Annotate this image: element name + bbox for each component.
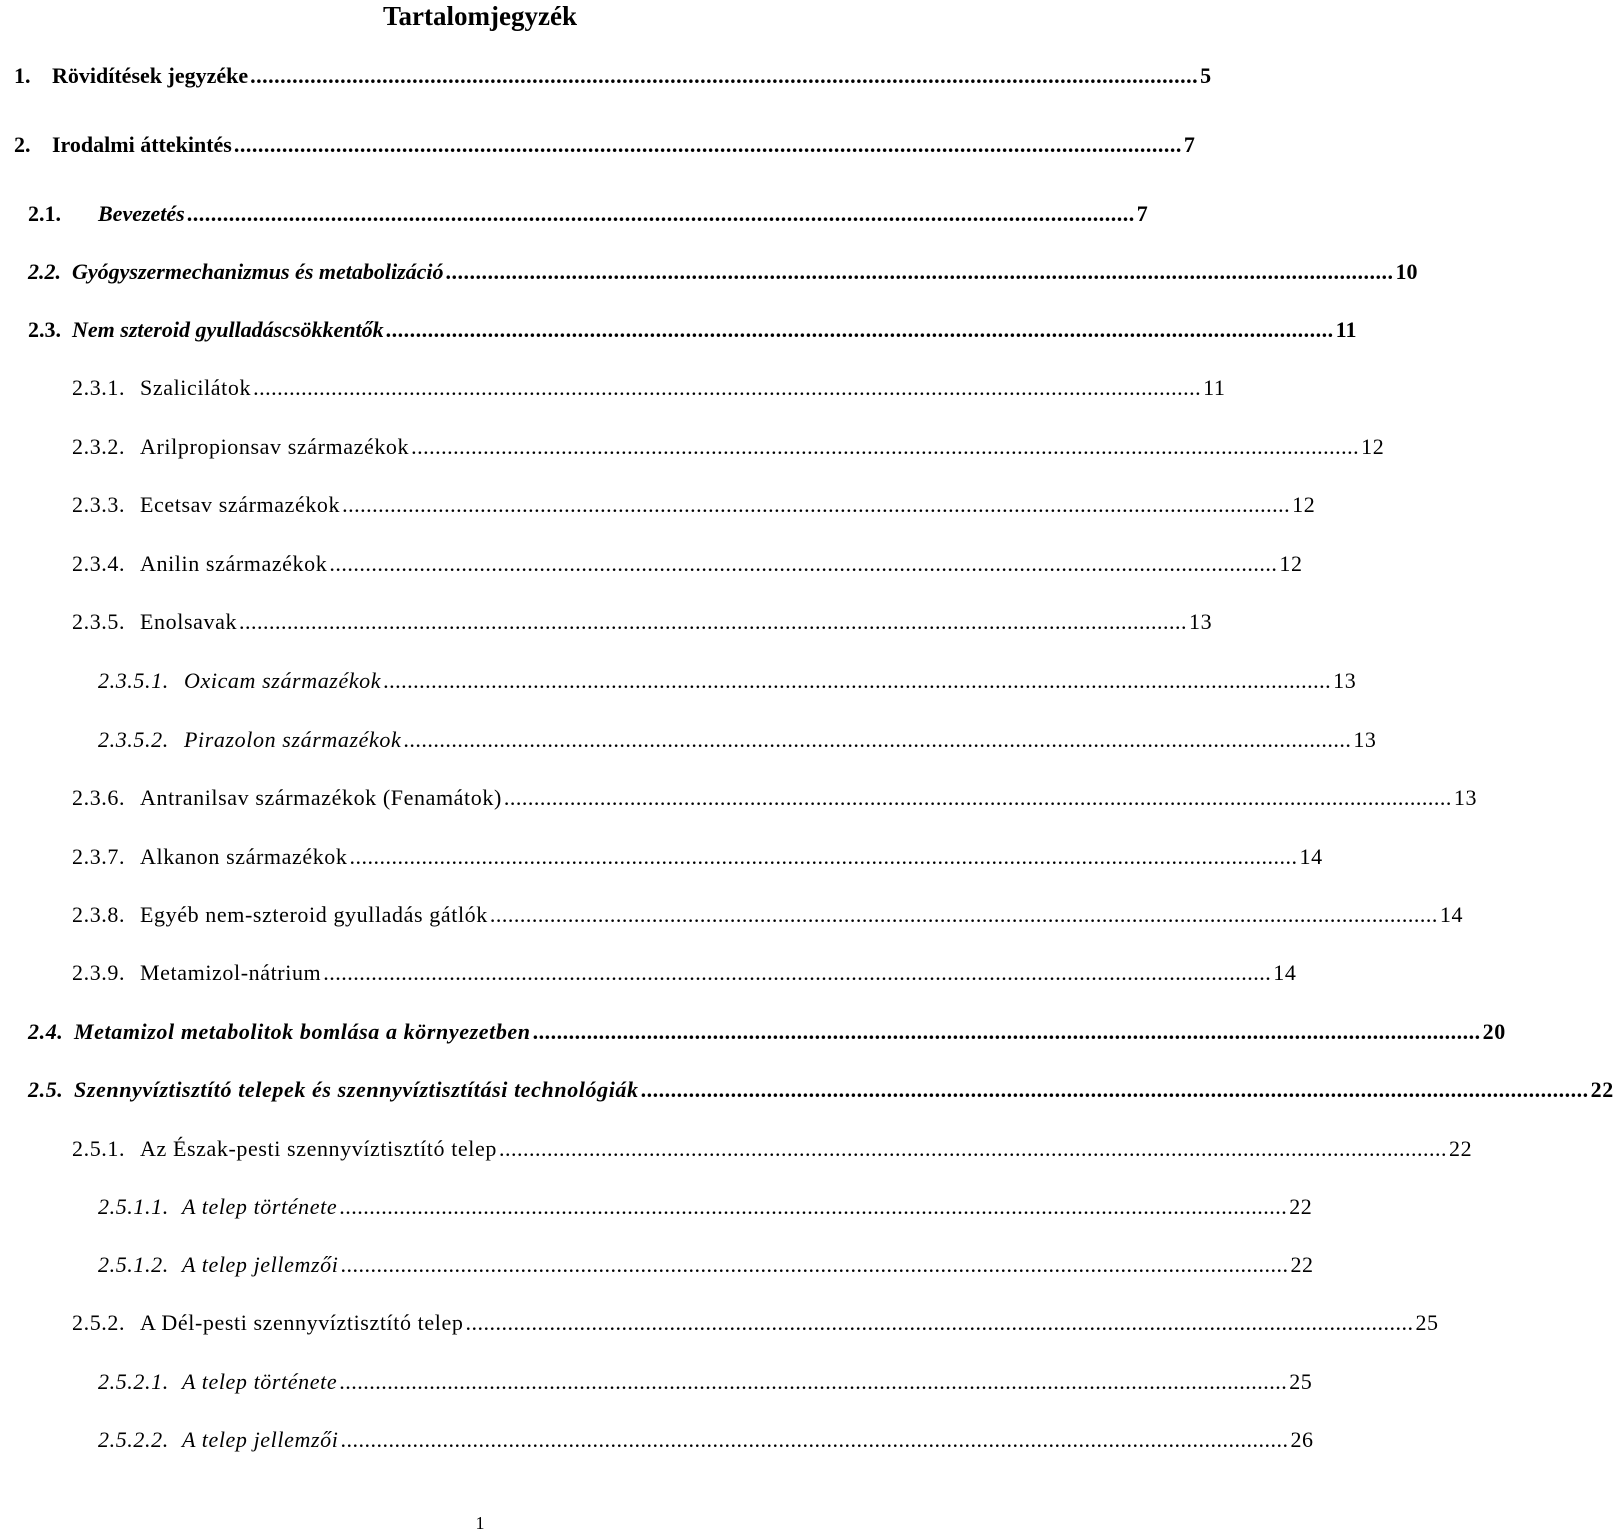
toc-number: 2.5.2. bbox=[72, 1310, 126, 1335]
toc-page: 12 bbox=[1361, 434, 1385, 459]
toc-number: 2.3.4. bbox=[72, 551, 126, 576]
toc-leader: .............................................................................................................................................................. bbox=[383, 668, 1332, 693]
toc-leader: .............................................................................................................................................................. bbox=[342, 492, 1291, 517]
toc-label: A telep jellemzői bbox=[182, 1252, 339, 1277]
toc-entry-2-3-1[interactable] bbox=[72, 371, 1226, 401]
toc-entry-2-1[interactable] bbox=[28, 197, 1148, 227]
toc-page: 22 bbox=[1290, 1252, 1314, 1277]
toc-entry-2-3-8[interactable] bbox=[72, 898, 1464, 928]
toc-number: 2.1. bbox=[28, 201, 61, 226]
toc-number: 2.3.5. bbox=[72, 609, 126, 634]
toc-entry-2-5-1[interactable] bbox=[72, 1132, 1473, 1162]
toc-label: Rövidítések jegyzéke bbox=[52, 63, 249, 88]
toc-label: Gyógyszermechanizmus és metabolizáció bbox=[72, 259, 444, 284]
toc-leader: .............................................................................................................................................................. bbox=[403, 727, 1352, 752]
toc-page: 13 bbox=[1333, 668, 1357, 693]
toc-leader: .............................................................................................................................................................. bbox=[349, 844, 1298, 869]
toc-number: 2.3.7. bbox=[72, 844, 126, 869]
toc-entry-2-3-4[interactable] bbox=[72, 547, 1303, 577]
toc-leader: .............................................................................................................................................................. bbox=[329, 551, 1278, 576]
toc-number: 2.3.8. bbox=[72, 902, 126, 927]
toc-leader: .............................................................................................................................................................. bbox=[532, 1019, 1481, 1044]
toc-entry-2-5-2-1[interactable] bbox=[98, 1365, 1313, 1395]
toc-entry-2-5-1-2[interactable] bbox=[98, 1248, 1314, 1278]
toc-number: 2.3. bbox=[28, 317, 61, 342]
toc-entry-2-3-6[interactable] bbox=[72, 781, 1478, 811]
toc-leader: .............................................................................................................................................................. bbox=[503, 785, 1452, 810]
toc-leader: .............................................................................................................................................................. bbox=[498, 1136, 1447, 1161]
toc-page: 11 bbox=[1203, 375, 1226, 400]
toc-page: 25 bbox=[1415, 1310, 1439, 1335]
toc-label: Pirazolon származékok bbox=[184, 727, 402, 752]
toc-label: Arilpropionsav származékok bbox=[140, 434, 410, 459]
toc-leader: .............................................................................................................................................................. bbox=[239, 609, 1188, 634]
toc-label: A telep jellemzői bbox=[182, 1427, 339, 1452]
toc-number: 2.5.2.2. bbox=[98, 1427, 169, 1452]
toc-leader: .............................................................................................................................................................. bbox=[186, 201, 1135, 226]
toc-leader: .............................................................................................................................................................. bbox=[340, 1252, 1289, 1277]
toc-page: 13 bbox=[1189, 609, 1213, 634]
toc-page: 14 bbox=[1299, 844, 1323, 869]
toc-entry-2-4[interactable] bbox=[28, 1015, 1506, 1045]
toc-entry-1[interactable] bbox=[14, 59, 1212, 89]
toc-entry-2-3-3[interactable] bbox=[72, 488, 1316, 518]
toc-leader: .............................................................................................................................................................. bbox=[489, 902, 1438, 927]
toc-label: Metamizol metabolitok bomlása a környezetben bbox=[74, 1019, 531, 1044]
page-number: 1 bbox=[475, 1513, 485, 1533]
toc-number: 2.5.1.2. bbox=[98, 1252, 169, 1277]
toc-number: 2.5.2.1. bbox=[98, 1369, 169, 1394]
toc-leader: .............................................................................................................................................................. bbox=[340, 1427, 1289, 1452]
toc-page: 5 bbox=[1200, 63, 1212, 88]
toc-label: Metamizol-nátrium bbox=[140, 960, 322, 985]
toc-page: 26 bbox=[1290, 1427, 1314, 1452]
toc-number: 2.3.6. bbox=[72, 785, 126, 810]
toc-entry-2-3-5-2[interactable] bbox=[98, 723, 1377, 753]
toc-number: 2.5.1.1. bbox=[98, 1194, 169, 1219]
toc-entry-2-3-7[interactable] bbox=[72, 840, 1323, 870]
toc-leader: .............................................................................................................................................................. bbox=[411, 434, 1360, 459]
toc-number: 2.3.5.2. bbox=[98, 727, 169, 752]
toc-leader: .............................................................................................................................................................. bbox=[250, 63, 1199, 88]
toc-entry-2-3-2[interactable] bbox=[72, 430, 1385, 460]
toc-label: A telep története bbox=[182, 1369, 338, 1394]
toc-leader: .............................................................................................................................................................. bbox=[323, 960, 1272, 985]
toc-label: Irodalmi áttekintés bbox=[52, 132, 232, 157]
toc-page: 7 bbox=[1136, 201, 1148, 226]
toc-number: 2.3.3. bbox=[72, 492, 126, 517]
toc-leader: .............................................................................................................................................................. bbox=[339, 1194, 1288, 1219]
toc-number: 2. bbox=[14, 132, 31, 157]
toc-label: Nem szteroid gyulladáscsökkentők bbox=[72, 317, 384, 342]
toc-page: 20 bbox=[1482, 1019, 1506, 1044]
toc-entry-2-5-2[interactable] bbox=[72, 1306, 1439, 1336]
toc-label: Oxicam származékok bbox=[184, 668, 382, 693]
toc-page: 14 bbox=[1273, 960, 1297, 985]
toc-leader: .............................................................................................................................................................. bbox=[385, 317, 1334, 342]
toc-number: 2.3.5.1. bbox=[98, 668, 169, 693]
toc-label: Egyéb nem-szteroid gyulladás gátlók bbox=[140, 902, 488, 927]
toc-label: A telep története bbox=[182, 1194, 338, 1219]
toc-entry-2-5-1-1[interactable] bbox=[98, 1190, 1313, 1220]
toc-number: 2.3.1. bbox=[72, 375, 126, 400]
toc-entry-2-5[interactable] bbox=[28, 1073, 1614, 1103]
page-title: Tartalomjegyzék bbox=[383, 1, 577, 31]
toc-label: Bevezetés bbox=[98, 201, 185, 226]
toc-number: 2.4. bbox=[28, 1019, 64, 1044]
toc-leader: .............................................................................................................................................................. bbox=[339, 1369, 1288, 1394]
toc-page: 13 bbox=[1453, 785, 1478, 810]
toc-page: 13 bbox=[1353, 727, 1377, 752]
toc-label: Szennyvíztisztító telepek és szennyvíztisztítási technológiák bbox=[74, 1077, 639, 1102]
toc-page: 25 bbox=[1289, 1369, 1313, 1394]
toc-page: 7 bbox=[1183, 132, 1195, 157]
toc-leader: .............................................................................................................................................................. bbox=[445, 259, 1394, 284]
toc-label: Az Észak-pesti szennyvíztisztító telep bbox=[140, 1136, 497, 1161]
toc-entry-2-3-5-1[interactable] bbox=[98, 664, 1357, 694]
toc-number: 1. bbox=[14, 63, 31, 88]
toc-entry-2-3-9[interactable] bbox=[72, 956, 1297, 986]
toc-number: 2.5. bbox=[28, 1077, 64, 1102]
toc-label: Anilin származékok bbox=[140, 551, 328, 576]
toc-page: 14 bbox=[1439, 902, 1464, 927]
toc-entry-2-3-5[interactable] bbox=[72, 605, 1213, 635]
toc-leader: .............................................................................................................................................................. bbox=[465, 1310, 1414, 1335]
toc-number: 2.3.9. bbox=[72, 960, 126, 985]
toc-label: Szalicilátok bbox=[140, 375, 252, 400]
toc-label: Ecetsav származékok bbox=[140, 492, 341, 517]
toc-label: Antranilsav származékok (Fenamátok) bbox=[140, 785, 502, 810]
toc-page: 11 bbox=[1335, 317, 1357, 342]
toc-label: Enolsavak bbox=[140, 609, 238, 634]
toc-entry-2-5-2-2[interactable] bbox=[98, 1423, 1314, 1453]
toc-leader: .............................................................................................................................................................. bbox=[640, 1077, 1589, 1102]
toc-leader: .............................................................................................................................................................. bbox=[233, 132, 1182, 157]
toc-number: 2.2. bbox=[28, 259, 61, 284]
toc-page: 22 bbox=[1289, 1194, 1313, 1219]
toc-page: 12 bbox=[1279, 551, 1303, 576]
toc-page: 10 bbox=[1395, 259, 1418, 284]
toc-leader: .............................................................................................................................................................. bbox=[253, 375, 1202, 400]
toc-page: 12 bbox=[1292, 492, 1316, 517]
toc-number: 2.3.2. bbox=[72, 434, 126, 459]
toc-entry-2[interactable] bbox=[14, 128, 1195, 158]
toc-label: A Dél-pesti szennyvíztisztító telep bbox=[140, 1310, 464, 1335]
toc-entry-2-2[interactable] bbox=[28, 255, 1418, 285]
toc-entry-2-3[interactable] bbox=[28, 313, 1357, 343]
toc-label: Alkanon származékok bbox=[140, 844, 348, 869]
toc-page: 22 bbox=[1590, 1077, 1614, 1102]
toc-page: 22 bbox=[1448, 1136, 1473, 1161]
toc-number: 2.5.1. bbox=[72, 1136, 126, 1161]
